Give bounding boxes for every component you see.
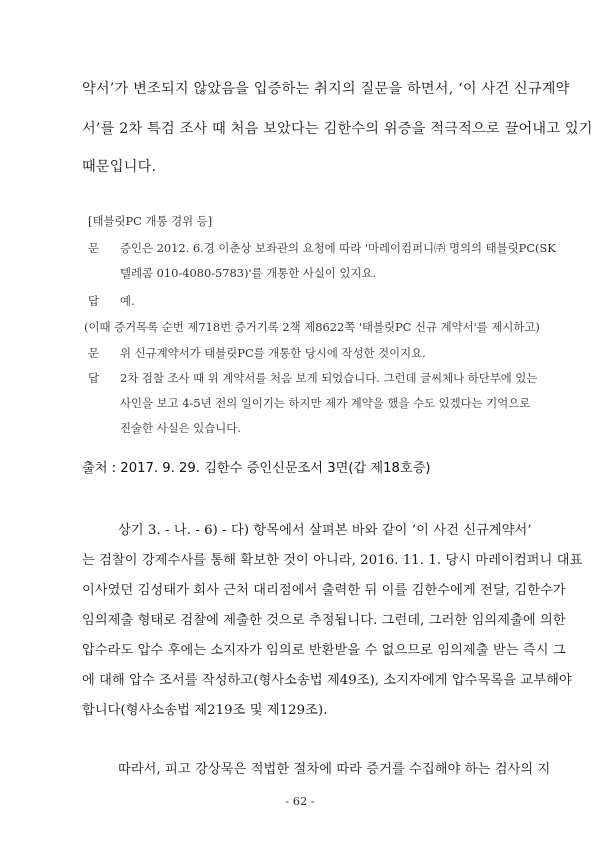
quote-heading: [태블릿PC 개통 경위 등] — [88, 214, 213, 228]
source-citation: 출처 : 2017. 9. 29. 김한수 증인신문조서 3면(갑 제18호증) — [82, 461, 431, 476]
question-label: 문 — [88, 241, 100, 255]
question-text: 위 신규계약서가 태블릿PC를 개통한 당시에 작성한 것이지요. — [120, 346, 426, 360]
page-number: - 62 - — [285, 794, 315, 808]
answer-text: 2차 검찰 조사 때 위 계약서를 처음 보게 되었습니다. 그런데 글씨체나 하단부에 있는 — [120, 371, 538, 385]
body-line: 는 검찰이 강제수사를 통해 확보한 것이 아니라, 2016. 11. 1. 당시 마레이컴퍼니 대표 — [82, 553, 583, 568]
intro-line: 약서’가 변조되지 않았음을 입증하는 취지의 질문을 하면서, ‘이 사건 신규계약 — [82, 81, 570, 97]
answer-text: 사인을 보고 4-5년 전의 일이기는 하지만 제가 계약을 했을 수도 있겠다는 기억으로 — [120, 396, 531, 410]
body-line: 이사였던 김성태가 회사 근처 대리점에서 출력한 뒤 이를 김한수에게 전달, 김한수가 — [82, 583, 566, 598]
intro-line: 때문입니다. — [82, 159, 157, 175]
body-line: 합니다(형사소송법 제219조 및 제129조). — [82, 703, 328, 718]
question-label: 문 — [88, 346, 100, 360]
body-line: 에 대해 압수 조서를 작성하고(형사소송법 제49조), 소지자에게 압수목록을 교부해야 — [82, 673, 572, 688]
question-text: 텔레콤 010-4080-5783)'를 개통한 사실이 있지요. — [120, 266, 377, 280]
answer-label: 답 — [88, 294, 100, 308]
answer-text: 예. — [120, 294, 135, 308]
intro-line: 서’를 2차 특검 조사 때 처음 보았다는 김한수의 위증을 적극적으로 끌어내고 있기 — [82, 121, 593, 137]
question-text: 증인은 2012. 6.경 이춘상 보좌관의 요청에 따라 '마레이컴퍼니㈜ 명의의 태블릿PC(SK — [120, 241, 556, 255]
exhibit-note: (이때 증거목록 순번 제718번 증거기록 2책 제8622쪽 '태블릿PC 신규 계약서'를 제시하고) — [84, 320, 540, 334]
body-line: 임의제출 형태로 검찰에 제출한 것으로 추정됩니다. 그런데, 그러한 임의제출에 의한 — [82, 613, 566, 628]
body-line: 상기 3. - 나. - 6) - 다) 항목에서 살펴본 바와 같이 ‘이 사건 신규계약서’ — [118, 523, 532, 538]
answer-label: 답 — [88, 371, 100, 385]
body-line-continued: 따라서, 피고 강상묵은 적법한 절차에 따라 증거를 수집해야 하는 검사의 지 — [118, 762, 551, 777]
answer-text: 진술한 사실은 있습니다. — [120, 421, 241, 435]
body-line: 압수라도 압수 후에는 소지자가 임의로 반환받을 수 없으므로 임의제출 받는 즉시 그 — [82, 643, 566, 658]
